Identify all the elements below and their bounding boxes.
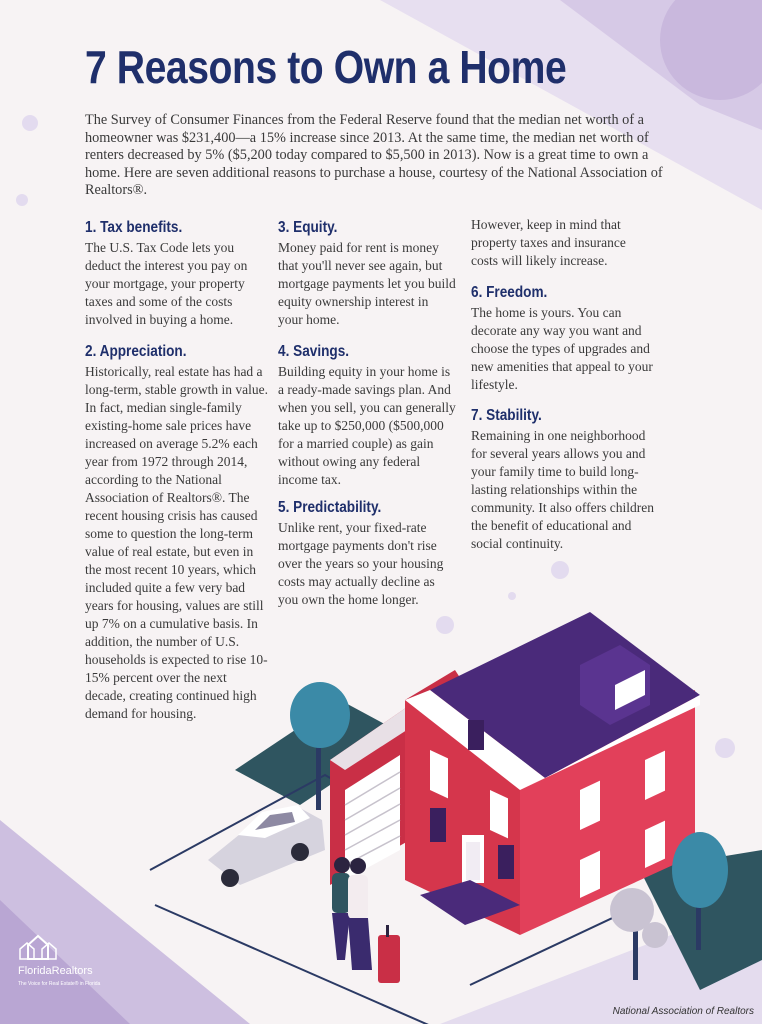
reason-heading: 5. Predictability. [278,499,382,516]
reason-heading: 3. Equity. [278,219,338,236]
reason-equity [278,219,456,329]
front-door-panel [466,842,480,880]
logo-tagline: The Voice for Real Estate® in Florida [18,981,101,987]
reason-tax-benefits [85,219,270,329]
tree-right [672,832,728,908]
reason-stability [471,407,656,553]
tree-grey [642,922,668,948]
reason-heading: 2. Appreciation. [85,343,187,360]
reason-heading: 4. Savings. [278,343,350,360]
reason-freedom [471,284,656,394]
reason-body: The home is yours. You can decorate any way you want and choose the types of upgrades and new amenities that appeal to your lifestyle. [471,305,653,392]
reason-heading: 7. Stability. [471,407,542,424]
reason-body: Unlike rent, your fixed-rate mortgage payments don't rise over the years so your housing costs may actually decline as you own the home longer. [278,520,444,607]
reason-appreciation [85,343,270,723]
window-attic [468,720,484,750]
source-credit: National Association of Realtors [612,1006,754,1017]
reason-body: Money paid for rent is money that you'll never see again, but mortgage payments let you build equity ownership interest in your home. [278,240,456,327]
reason-heading: 1. Tax benefits. [85,219,183,236]
bg-dot [715,738,735,758]
couple [332,857,400,983]
bg-dot [436,616,454,634]
tree-left [290,682,350,748]
bg-dot [508,592,516,600]
tree-trunk [633,925,638,980]
logo-name: FloridaRealtors [18,965,93,977]
reason-heading: 6. Freedom. [471,284,548,301]
reason-predictability [278,499,456,609]
bg-dot [16,194,28,206]
reason-body: Remaining in one neighborhood for several years allows you and your family time to build long-lasting relationships within the community. It also offers children the benefit of educational and social continuity. [471,428,654,551]
window-ground [498,845,514,879]
predictability-continued [471,216,656,270]
intro-paragraph: The Survey of Consumer Finances from the Federal Reserve found that the median net worth of a homeowner was $231,400—a 15% increase since 2013. At the same time, the median net worth of renters decreased by 5% ($5,200 today compared to $5,500 in 2013). Now is a great time to own a home. Here are seven additional reasons to purchase a house, courtesy of the National Association of Realtors®. [85,112,663,199]
reason-body: Building equity in your home is a ready-made savings plan. And when you sell, you can generally take up to $250,000 ($500,000 for a married couple) as gain without owing any federal income tax. [278,364,456,487]
houses-logo-icon [18,933,58,963]
reason-body: Historically, real estate has had a long-term, stable growth in value. In fact, median single-family existing-home sale prices have increased on average 5.2% each year from 1972 through 2014, according to the National Association of Realtors®. The recent housing crisis has caused some to question the long-term value of real estate, but even in the most recent 10 years, which included quite a few very bad years for housing, values are still up 7% on a cumulative basis. In addition, the number of U.S. households is expected to rise 10-15% percent over the next decade, creating continued high demand for housing. [85,364,268,721]
window-ground [430,808,446,842]
florida-realtors-logo [18,933,118,987]
reason-body: However, keep in mind that property taxes and insurance costs will likely increase. [471,217,626,268]
window [430,750,448,798]
window [490,790,508,838]
bg-dot [22,115,38,131]
reason-savings [278,343,456,489]
reason-body: The U.S. Tax Code lets you deduct the interest you pay on your mortgage, your property taxes and some of the costs involved in buying a home. [85,240,248,327]
page-title: 7 Reasons to Own a Home [85,41,567,93]
bg-dot [551,561,569,579]
car [208,805,325,887]
